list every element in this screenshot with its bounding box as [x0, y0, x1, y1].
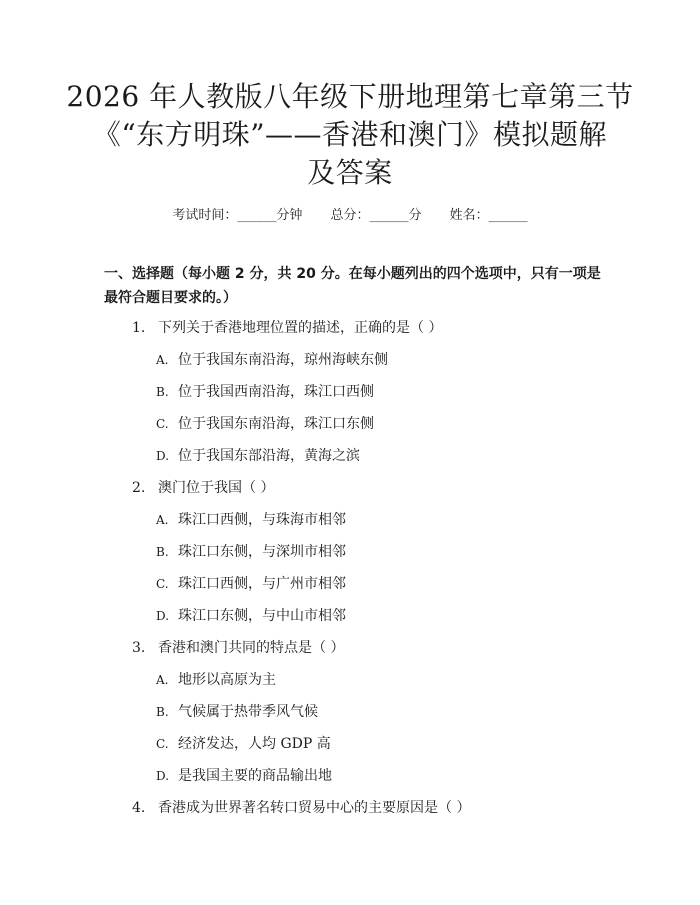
option-letter: B.: [156, 705, 169, 719]
option-text: 珠江口东侧，与深圳市相邻: [178, 544, 346, 560]
question-2: [132, 478, 274, 498]
option-letter: B.: [156, 545, 169, 559]
exam-meta: [0, 204, 700, 223]
option-text: 位于我国东部沿海，黄海之滨: [178, 448, 360, 464]
option-letter: C.: [156, 577, 169, 591]
option-1c: [156, 414, 374, 434]
option-text: 气候属于热带季风气候: [178, 704, 318, 720]
option-text: 珠江口东侧，与中山市相邻: [178, 608, 346, 624]
option-3d: [156, 766, 332, 786]
question-1: [132, 318, 442, 338]
question-number: 3.: [132, 640, 146, 656]
option-3b: [156, 702, 318, 722]
option-2b: [156, 542, 346, 562]
question-text: 澳门位于我国（ ）: [158, 480, 275, 496]
question-number: 1.: [132, 320, 146, 336]
option-letter: C.: [156, 417, 169, 431]
option-text: 珠江口西侧，与珠海市相邻: [178, 512, 346, 528]
option-1d: [156, 446, 360, 466]
option-text: 地形以高原为主: [178, 672, 276, 688]
question-number: 4.: [132, 800, 146, 816]
section-heading: 一、选择题（每小题 2 分，共 20 分。在每小题列出的四个选项中，只有一项是最符合题目要求的。）: [104, 266, 601, 306]
question-3: [132, 638, 344, 658]
option-letter: A.: [156, 673, 169, 687]
option-letter: D.: [156, 609, 170, 623]
option-2a: [156, 510, 346, 530]
option-text: 位于我国东南沿海，珠江口东侧: [178, 416, 374, 432]
option-text: 位于我国东南沿海，琼州海峡东侧: [178, 352, 388, 368]
question-text: 香港成为世界著名转口贸易中心的主要原因是（ ）: [158, 800, 471, 816]
exam-score: 总分：______分: [330, 208, 422, 223]
exam-name: 姓名：______: [449, 208, 528, 223]
option-3a: [156, 670, 276, 690]
question-4: [132, 798, 470, 818]
title-line-1: 2026 年人教版八年级下册地理第七章第三节: [66, 80, 634, 113]
option-2d: [156, 606, 346, 626]
question-number: 2.: [132, 480, 146, 496]
option-3c: [156, 734, 331, 754]
question-text: 下列关于香港地理位置的描述，正确的是（ ）: [158, 320, 443, 336]
option-text: 位于我国西南沿海，珠江口西侧: [178, 384, 374, 400]
option-letter: D.: [156, 449, 170, 463]
option-2c: [156, 574, 346, 594]
option-text: 是我国主要的商品输出地: [178, 768, 332, 784]
option-1b: [156, 382, 374, 402]
title-line-3: 及答案: [307, 156, 393, 189]
option-letter: A.: [156, 353, 169, 367]
page-title: [40, 78, 660, 192]
exam-time: 考试时间：______分钟: [172, 208, 303, 223]
title-line-2: 《“东方明珠”——香港和澳门》模拟题解: [92, 118, 608, 151]
option-letter: C.: [156, 737, 169, 751]
option-text: 珠江口西侧，与广州市相邻: [178, 576, 346, 592]
option-letter: D.: [156, 769, 170, 783]
option-text: 经济发达，人均 GDP 高: [178, 736, 331, 752]
option-letter: B.: [156, 385, 169, 399]
question-text: 香港和澳门共同的特点是（ ）: [158, 640, 345, 656]
option-letter: A.: [156, 513, 169, 527]
option-1a: [156, 350, 388, 370]
